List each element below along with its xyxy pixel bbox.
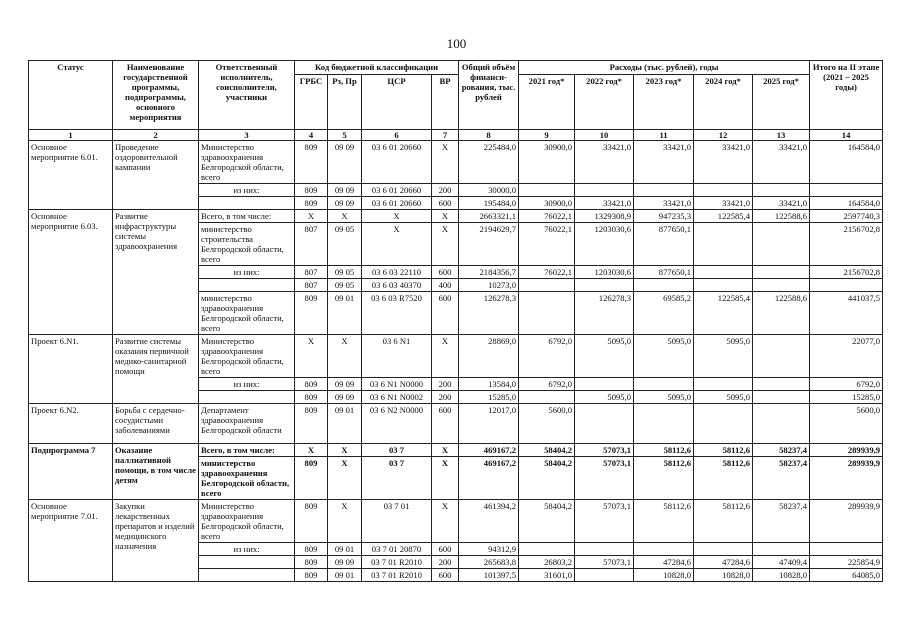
header-vr: ВР	[432, 75, 459, 130]
y2022-cell: 1203030,6	[575, 266, 634, 279]
y2025-cell	[753, 266, 810, 279]
vr-cell: 200	[432, 556, 459, 569]
rz-pr-cell: 09 01	[328, 404, 362, 444]
y2022-cell: 1203030,6	[575, 223, 634, 266]
y2025-cell	[753, 335, 810, 378]
executor-cell: Министерство здравоохранения Белгородской области, всего	[199, 141, 295, 184]
y2024-cell	[694, 223, 753, 266]
rz-pr-cell: 09 09	[328, 141, 362, 184]
header-grbs: ГРБС	[295, 75, 328, 130]
vr-cell: 600	[432, 266, 459, 279]
table-row	[29, 210, 883, 223]
executor-cell: из них:	[199, 378, 295, 391]
vr-cell: X	[432, 210, 459, 223]
executor-cell: Министерство здравоохранения Белгородской области, всего	[199, 500, 295, 543]
total-stage-cell	[810, 543, 883, 556]
y2023-cell: 5095,0	[634, 335, 694, 378]
y2025-cell	[753, 279, 810, 292]
total-stage-cell: 6792,0	[810, 378, 883, 391]
col-num: 12	[694, 130, 753, 141]
col-num: 5	[328, 130, 362, 141]
grbs-cell: 807	[295, 279, 328, 292]
y2022-cell: 33421,0	[575, 141, 634, 184]
table-row	[29, 404, 883, 444]
rz-pr-cell: X	[328, 335, 362, 378]
total-funding-cell: 195484,0	[459, 197, 519, 210]
executor-cell: министерство здравоохранения Белгородской области, всего	[199, 292, 295, 335]
rz-pr-cell: X	[328, 444, 362, 457]
executor-cell: из них:	[199, 184, 295, 197]
grbs-cell: 809	[295, 543, 328, 556]
grbs-cell: X	[295, 335, 328, 378]
vr-cell: X	[432, 457, 459, 500]
total-funding-cell: 15285,0	[459, 391, 519, 404]
y2025-cell	[753, 391, 810, 404]
y2021-cell: 6792,0	[519, 378, 575, 391]
csr-cell: 03 6 N1 N0000	[362, 378, 432, 391]
y2024-cell: 122585,4	[694, 210, 753, 223]
y2022-cell	[575, 184, 634, 197]
executor-cell: министерство здравоохранения Белгородской области, всего	[199, 457, 295, 500]
y2021-cell: 5600,0	[519, 404, 575, 444]
rz-pr-cell: 09 01	[328, 569, 362, 582]
y2025-cell: 33421,0	[753, 197, 810, 210]
total-stage-cell: 64085,0	[810, 569, 883, 582]
rz-pr-cell: 09 05	[328, 223, 362, 266]
col-num: 9	[519, 130, 575, 141]
table-body	[29, 141, 883, 582]
total-stage-cell: 2156702,8	[810, 223, 883, 266]
executor-cell: Всего, в том числе:	[199, 444, 295, 457]
vr-cell: 200	[432, 184, 459, 197]
y2021-cell: 76022,1	[519, 210, 575, 223]
y2021-cell: 30900,0	[519, 197, 575, 210]
executor-cell: из них:	[199, 543, 295, 556]
grbs-cell: 809	[295, 404, 328, 444]
vr-cell: X	[432, 500, 459, 543]
header-program: Наименование государственной программы, подпрограммы, основного мероприятия	[113, 61, 199, 130]
y2025-cell	[753, 223, 810, 266]
y2025-cell	[753, 404, 810, 444]
y2025-cell: 58237,4	[753, 444, 810, 457]
executor-cell: Всего, в том числе:	[199, 210, 295, 223]
grbs-cell: 809	[295, 197, 328, 210]
y2023-cell	[634, 184, 694, 197]
csr-cell: 03 6 03 40370	[362, 279, 432, 292]
executor-cell: из них:	[199, 266, 295, 279]
csr-cell: X	[362, 210, 432, 223]
table-row	[29, 141, 883, 184]
y2023-cell	[634, 279, 694, 292]
y2025-cell	[753, 378, 810, 391]
y2022-cell: 5095,0	[575, 391, 634, 404]
total-funding-cell: 126278,3	[459, 292, 519, 335]
csr-cell: 03 7 01 20870	[362, 543, 432, 556]
y2025-cell: 58237,4	[753, 457, 810, 500]
csr-cell: 03 7	[362, 457, 432, 500]
total-funding-cell: 469167,2	[459, 444, 519, 457]
y2024-cell: 58112,6	[694, 500, 753, 543]
y2023-cell: 47284,6	[634, 556, 694, 569]
csr-cell: 03 7 01 R2010	[362, 556, 432, 569]
vr-cell: X	[432, 141, 459, 184]
total-stage-cell: 15285,0	[810, 391, 883, 404]
y2022-cell	[575, 378, 634, 391]
y2024-cell: 58112,6	[694, 444, 753, 457]
total-funding-cell: 469167,2	[459, 457, 519, 500]
y2024-cell	[694, 543, 753, 556]
y2023-cell: 877650,1	[634, 223, 694, 266]
executor-cell: Департамент здравоохранения Белгородской области	[199, 404, 295, 444]
grbs-cell: 809	[295, 500, 328, 543]
col-num: 3	[199, 130, 295, 141]
col-num: 10	[575, 130, 634, 141]
y2021-cell: 26803,2	[519, 556, 575, 569]
y2022-cell	[575, 279, 634, 292]
csr-cell: 03 6 01 20660	[362, 184, 432, 197]
csr-cell: 03 7	[362, 444, 432, 457]
program-name-cell: Проведение оздоровительной кампании	[113, 141, 199, 210]
y2022-cell: 57073,1	[575, 444, 634, 457]
y2024-cell: 5095,0	[694, 391, 753, 404]
header-y2023: 2023 год*	[634, 75, 694, 130]
header-total-stage: Итого на II этапе (2021 – 2025 годы)	[810, 61, 883, 130]
total-funding-cell: 12017,0	[459, 404, 519, 444]
total-stage-cell: 289939,9	[810, 500, 883, 543]
y2024-cell	[694, 184, 753, 197]
grbs-cell: 809	[295, 378, 328, 391]
y2024-cell	[694, 404, 753, 444]
y2021-cell	[519, 279, 575, 292]
y2023-cell: 58112,6	[634, 444, 694, 457]
total-funding-cell: 10273,0	[459, 279, 519, 292]
grbs-cell: X	[295, 210, 328, 223]
grbs-cell: X	[295, 444, 328, 457]
y2024-cell: 33421,0	[694, 141, 753, 184]
total-stage-cell: 164584,0	[810, 197, 883, 210]
total-funding-cell: 2184356,7	[459, 266, 519, 279]
csr-cell: X	[362, 223, 432, 266]
y2022-cell: 57073,1	[575, 556, 634, 569]
y2022-cell: 126278,3	[575, 292, 634, 335]
y2024-cell	[694, 266, 753, 279]
status-cell: Основное мероприятие 6.03.	[29, 210, 113, 335]
y2023-cell: 10828,0	[634, 569, 694, 582]
y2021-cell: 58404,2	[519, 457, 575, 500]
y2023-cell: 69585,2	[634, 292, 694, 335]
rz-pr-cell: 09 09	[328, 197, 362, 210]
vr-cell: X	[432, 444, 459, 457]
total-stage-cell: 5600,0	[810, 404, 883, 444]
executor-cell	[199, 556, 295, 569]
executor-cell: Министерство здравоохранения Белгородской области, всего	[199, 335, 295, 378]
grbs-cell: 809	[295, 184, 328, 197]
y2024-cell: 5095,0	[694, 335, 753, 378]
total-funding-cell: 2194629,7	[459, 223, 519, 266]
header-status: Статус	[29, 61, 113, 130]
header-total-fin: Общий объём финанси-рования, тыс. рублей	[459, 61, 519, 130]
table-row	[29, 444, 883, 457]
y2022-cell	[575, 404, 634, 444]
grbs-cell: 809	[295, 556, 328, 569]
rz-pr-cell: 09 05	[328, 279, 362, 292]
y2022-cell	[575, 569, 634, 582]
grbs-cell: 809	[295, 391, 328, 404]
y2021-cell	[519, 543, 575, 556]
total-stage-cell: 2597740,3	[810, 210, 883, 223]
y2023-cell	[634, 404, 694, 444]
y2021-cell: 76022,1	[519, 266, 575, 279]
total-funding-cell: 2663321,1	[459, 210, 519, 223]
status-cell: Проект 6.N1.	[29, 335, 113, 404]
total-stage-cell: 289939,9	[810, 444, 883, 457]
header-rzpr: Рз, Пр	[328, 75, 362, 130]
total-stage-cell: 225854,9	[810, 556, 883, 569]
col-num: 11	[634, 130, 694, 141]
header-y2024: 2024 год*	[694, 75, 753, 130]
header-y2021: 2021 год*	[519, 75, 575, 130]
header-executor: Ответственный исполнитель, соисполнители, участники	[199, 61, 295, 130]
grbs-cell: 809	[295, 457, 328, 500]
rz-pr-cell: 09 09	[328, 556, 362, 569]
total-funding-cell: 265683,8	[459, 556, 519, 569]
csr-cell: 03 6 N1 N0002	[362, 391, 432, 404]
program-name-cell: Закупки лекарственных препаратов и изделий медицинского назначения	[113, 500, 199, 582]
executor-cell	[199, 569, 295, 582]
csr-cell: 03 6 01 20660	[362, 141, 432, 184]
vr-cell: 600	[432, 292, 459, 335]
y2023-cell	[634, 378, 694, 391]
csr-cell: 03 6 N2 N0000	[362, 404, 432, 444]
vr-cell: 600	[432, 569, 459, 582]
vr-cell: 200	[432, 378, 459, 391]
y2023-cell: 877650,1	[634, 266, 694, 279]
y2025-cell: 47409,4	[753, 556, 810, 569]
rz-pr-cell: 09 05	[328, 266, 362, 279]
vr-cell: X	[432, 223, 459, 266]
y2024-cell: 122585,4	[694, 292, 753, 335]
y2021-cell: 58404,2	[519, 500, 575, 543]
rz-pr-cell: X	[328, 500, 362, 543]
executor-cell	[199, 197, 295, 210]
total-stage-cell	[810, 279, 883, 292]
total-stage-cell: 289939,9	[810, 457, 883, 500]
vr-cell: 600	[432, 197, 459, 210]
y2023-cell: 58112,6	[634, 500, 694, 543]
vr-cell: X	[432, 335, 459, 378]
y2024-cell	[694, 279, 753, 292]
y2025-cell	[753, 184, 810, 197]
y2022-cell: 5095,0	[575, 335, 634, 378]
total-stage-cell	[810, 184, 883, 197]
csr-cell: 03 6 01 20660	[362, 197, 432, 210]
status-cell: Подпрограмма 7	[29, 444, 113, 500]
y2025-cell	[753, 543, 810, 556]
executor-cell	[199, 391, 295, 404]
y2025-cell: 122588,6	[753, 210, 810, 223]
total-stage-cell: 164584,0	[810, 141, 883, 184]
total-funding-cell: 94312,9	[459, 543, 519, 556]
csr-cell: 03 7 01	[362, 500, 432, 543]
y2023-cell: 947235,3	[634, 210, 694, 223]
y2021-cell: 76022,1	[519, 223, 575, 266]
csr-cell: 03 6 03 22110	[362, 266, 432, 279]
header-y2025: 2025 год*	[753, 75, 810, 130]
total-stage-cell: 441037,5	[810, 292, 883, 335]
y2023-cell	[634, 543, 694, 556]
y2025-cell: 122588,6	[753, 292, 810, 335]
y2024-cell: 47284,6	[694, 556, 753, 569]
header-csr: ЦСР	[362, 75, 432, 130]
vr-cell: 200	[432, 391, 459, 404]
y2022-cell	[575, 543, 634, 556]
rz-pr-cell: 09 09	[328, 184, 362, 197]
page-number: 100	[446, 36, 467, 51]
y2021-cell	[519, 184, 575, 197]
header-budget-code: Код бюджетной классификации	[295, 61, 459, 75]
executor-cell: министерство строительства Белгородской области, всего	[199, 223, 295, 266]
rz-pr-cell: 09 01	[328, 292, 362, 335]
col-num: 4	[295, 130, 328, 141]
rz-pr-cell: 09 09	[328, 378, 362, 391]
y2023-cell: 5095,0	[634, 391, 694, 404]
y2021-cell	[519, 292, 575, 335]
y2021-cell: 6792,0	[519, 335, 575, 378]
y2021-cell: 58404,2	[519, 444, 575, 457]
rz-pr-cell: X	[328, 210, 362, 223]
csr-cell: 03 6 N1	[362, 335, 432, 378]
y2021-cell: 31601,0	[519, 569, 575, 582]
grbs-cell: 809	[295, 292, 328, 335]
y2022-cell: 33421,0	[575, 197, 634, 210]
total-funding-cell: 28869,0	[459, 335, 519, 378]
y2022-cell: 57073,1	[575, 457, 634, 500]
y2025-cell: 33421,0	[753, 141, 810, 184]
total-funding-cell: 101397,5	[459, 569, 519, 582]
program-name-cell: Борьба с сердечно-сосудистыми заболеваниями	[113, 404, 199, 444]
grbs-cell: 807	[295, 266, 328, 279]
grbs-cell: 807	[295, 223, 328, 266]
y2024-cell: 58112,6	[694, 457, 753, 500]
y2024-cell: 33421,0	[694, 197, 753, 210]
col-num: 14	[810, 130, 883, 141]
col-num: 2	[113, 130, 199, 141]
y2025-cell: 58237,4	[753, 500, 810, 543]
y2023-cell: 33421,0	[634, 141, 694, 184]
y2022-cell: 1329308,9	[575, 210, 634, 223]
rz-pr-cell: 09 01	[328, 543, 362, 556]
total-stage-cell: 22077,0	[810, 335, 883, 378]
header-y2022: 2022 год*	[575, 75, 634, 130]
total-funding-cell: 30000,0	[459, 184, 519, 197]
header-expenses: Расходы (тыс. рублей), годы	[519, 61, 810, 75]
total-funding-cell: 13584,0	[459, 378, 519, 391]
col-num: 1	[29, 130, 113, 141]
y2024-cell: 10828,0	[694, 569, 753, 582]
status-cell: Основное мероприятие 7.01.	[29, 500, 113, 582]
vr-cell: 400	[432, 279, 459, 292]
col-num: 8	[459, 130, 519, 141]
table-row	[29, 335, 883, 378]
status-cell: Основное мероприятие 6.01.	[29, 141, 113, 210]
y2025-cell: 10828,0	[753, 569, 810, 582]
program-name-cell: Развитие инфраструктуры системы здравоохранения	[113, 210, 199, 335]
y2023-cell: 58112,6	[634, 457, 694, 500]
vr-cell: 600	[432, 404, 459, 444]
csr-cell: 03 7 01 R2010	[362, 569, 432, 582]
y2022-cell: 57073,1	[575, 500, 634, 543]
rz-pr-cell: 09 09	[328, 391, 362, 404]
total-funding-cell: 225484,0	[459, 141, 519, 184]
program-name-cell: Оказание паллиативной помощи, в том числе детям	[113, 444, 199, 500]
table-row	[29, 500, 883, 543]
y2021-cell	[519, 391, 575, 404]
col-num: 13	[753, 130, 810, 141]
total-funding-cell: 461394,2	[459, 500, 519, 543]
y2021-cell: 30900,0	[519, 141, 575, 184]
status-cell: Проект 6.N2.	[29, 404, 113, 444]
rz-pr-cell: X	[328, 457, 362, 500]
total-stage-cell: 2156702,8	[810, 266, 883, 279]
csr-cell: 03 6 03 R7520	[362, 292, 432, 335]
grbs-cell: 809	[295, 141, 328, 184]
col-num: 7	[432, 130, 459, 141]
y2023-cell: 33421,0	[634, 197, 694, 210]
executor-cell	[199, 279, 295, 292]
col-num: 6	[362, 130, 432, 141]
y2024-cell	[694, 378, 753, 391]
program-name-cell: Развитие системы оказания первичной медико-санитарной помощи	[113, 335, 199, 404]
budget-table	[28, 60, 883, 582]
vr-cell: 600	[432, 543, 459, 556]
grbs-cell: 809	[295, 569, 328, 582]
